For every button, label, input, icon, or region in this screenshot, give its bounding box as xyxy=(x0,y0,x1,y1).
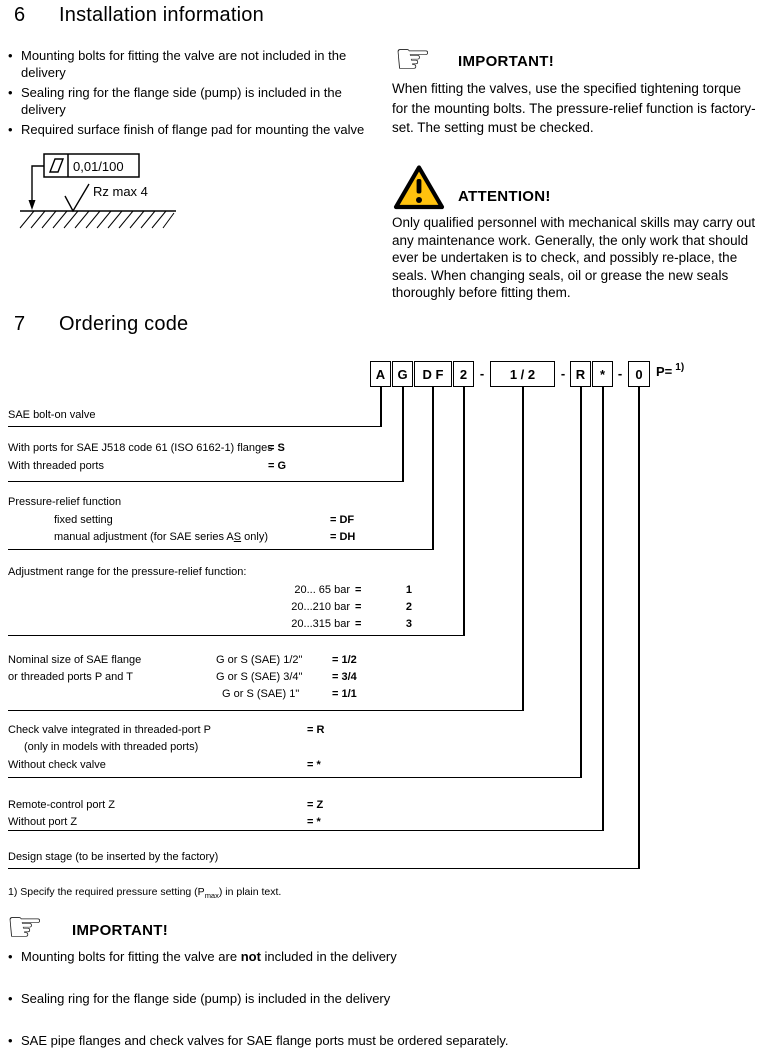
code-box-size: 1 / 2 xyxy=(490,361,555,387)
row-underline xyxy=(8,549,434,551)
row-function-label xyxy=(54,530,268,545)
section7-number: 7 xyxy=(14,313,26,335)
attention-title: ATTENTION! xyxy=(458,188,551,205)
code-separator: - xyxy=(617,366,623,381)
connector-line xyxy=(432,387,434,550)
code-value: = DH xyxy=(330,531,356,543)
attention-body: Only qualified personnel with mechanical skills may carry out any maintenance work. Generally, the only work that should ever be undertaken is to check, and possibly re-place, the seals. When changing seals, oil or grease the new seals thoroughly before fitting them. xyxy=(392,215,756,300)
code-box-range: 2 xyxy=(453,361,474,387)
row-design-stage-label: Design stage (to be inserted by the factory) xyxy=(8,851,219,863)
size-option: G or S (SAE) 3/4" xyxy=(216,671,303,683)
row-sae-valve-label: SAE bolt-on valve xyxy=(8,409,96,421)
flatness-symbol-icon xyxy=(50,159,63,172)
row-function-label: fixed setting xyxy=(54,514,113,526)
connector-line xyxy=(463,387,465,636)
connector-line xyxy=(402,387,404,482)
code-value: = Z xyxy=(307,799,324,811)
code-box-checkvalve: R xyxy=(570,361,591,387)
footnote-text: ) in plain text. xyxy=(218,886,282,898)
size-option: G or S (SAE) 1" xyxy=(222,688,300,700)
code-box-portz: * xyxy=(592,361,613,387)
pointing-hand-icon: ☞ xyxy=(394,35,432,82)
code-value: = S xyxy=(268,442,285,454)
code-box-function: D F xyxy=(414,361,452,387)
code-value: 3 xyxy=(405,618,412,630)
leader-arrow-icon xyxy=(29,200,36,210)
row-checkvalve-label: Without check valve xyxy=(8,759,106,771)
list-item: • Sealing ring for the flange side (pump) is included in the delivery xyxy=(8,990,721,1007)
code-value: 1 xyxy=(405,584,412,596)
code-value: = * xyxy=(307,816,321,828)
row-underline xyxy=(8,868,640,870)
label-text: manual adjustment (for SAE series A xyxy=(54,531,234,543)
bullet-text-bold: not xyxy=(240,949,261,964)
pressure-label: P= xyxy=(656,364,673,379)
footnote-subscript: max xyxy=(204,891,219,901)
code-value: = * xyxy=(307,759,321,771)
code-separator: - xyxy=(479,366,485,381)
code-value: 2 xyxy=(405,601,412,613)
row-underline xyxy=(8,777,582,779)
footnote-text: 1) Specify the required pressure setting (P xyxy=(8,886,205,898)
row-size-label: or threaded ports P and T xyxy=(8,671,133,683)
connector-line xyxy=(522,387,524,711)
code-value: = G xyxy=(268,460,287,472)
surface-roughness-symbol-icon xyxy=(65,184,89,211)
equals-sign: = xyxy=(355,618,362,630)
code-value: = DF xyxy=(330,514,355,526)
code-value: = 1/1 xyxy=(332,688,357,700)
row-size-label: Nominal size of SAE flange xyxy=(8,654,142,666)
code-box-design: 0 xyxy=(628,361,650,387)
important-top-title: IMPORTANT! xyxy=(458,53,555,70)
important-top-body: When fitting the valves, use the specified tightening torque for the mounting bolts. The pressure-relief function is factory-set. The setting must be checked. xyxy=(392,81,756,135)
bullet-text: included in the delivery xyxy=(260,949,397,964)
list-item: • Mounting bolts for fitting the valve are not included in the delivery xyxy=(8,47,380,81)
code-separator: - xyxy=(560,366,566,381)
row-checkvalve-label: Check valve integrated in threaded-port P xyxy=(8,724,212,736)
footnote xyxy=(8,886,282,901)
row-underline xyxy=(8,635,465,637)
warning-triangle-icon xyxy=(393,164,445,211)
connector-line xyxy=(580,387,582,778)
flatness-value: 0,01/100 xyxy=(73,159,124,174)
pointing-hand-icon: ☞ xyxy=(6,903,44,950)
section7-title: Ordering code xyxy=(59,313,189,335)
list-item: • SAE pipe flanges and check valves for SAE flange ports must be ordered separately. xyxy=(8,1032,721,1049)
code-value: = R xyxy=(307,724,325,736)
row-range-label: Adjustment range for the pressure-relief function: xyxy=(8,566,247,578)
range-option: 20...315 bar xyxy=(291,618,350,630)
row-ports-label: With threaded ports xyxy=(8,460,104,472)
connector-line xyxy=(638,387,640,869)
list-item: • Sealing ring for the flange side (pump) is included in the delivery xyxy=(8,84,380,118)
connector-line xyxy=(602,387,604,831)
row-underline xyxy=(8,710,524,712)
range-option: 20...210 bar xyxy=(291,601,350,613)
installation-bullet-list xyxy=(8,47,380,141)
code-box-ports: G xyxy=(392,361,413,387)
bullet-text: Mounting bolts for fitting the valve are xyxy=(21,949,241,964)
equals-sign: = xyxy=(355,601,362,613)
ordering-code-diagram xyxy=(0,355,759,885)
range-option: 20... 65 bar xyxy=(294,584,350,596)
code-value: = 1/2 xyxy=(332,654,357,666)
hatching xyxy=(20,211,174,228)
section6-number: 6 xyxy=(14,4,26,26)
connector-line xyxy=(380,387,382,427)
row-underline xyxy=(8,426,382,428)
equals-sign: = xyxy=(355,584,362,596)
important-bottom-title: IMPORTANT! xyxy=(72,922,169,939)
footnote-ref: 1) xyxy=(675,362,685,373)
list-item xyxy=(8,948,721,965)
row-checkvalve-note: (only in models with threaded ports) xyxy=(24,741,199,753)
section6-title: Installation information xyxy=(59,4,264,26)
row-ports-label: With ports for SAE J518 code 61 (ISO 6162-1) flanges xyxy=(8,442,273,454)
code-value: = 3/4 xyxy=(332,671,357,683)
code-box-series: A xyxy=(370,361,391,387)
surface-finish-diagram xyxy=(16,146,231,256)
row-portz-label: Remote-control port Z xyxy=(8,799,115,811)
underlined-letter: S xyxy=(233,531,242,543)
size-option: G or S (SAE) 1/2" xyxy=(216,654,303,666)
row-underline xyxy=(8,481,404,483)
row-underline xyxy=(8,830,604,832)
list-item: • Required surface finish of flange pad for mounting the valve xyxy=(8,121,380,138)
roughness-value: Rz max 4 xyxy=(93,184,148,199)
label-text: only) xyxy=(241,531,268,543)
row-function-label: Pressure-relief function xyxy=(8,496,122,508)
pressure-spec-suffix xyxy=(656,364,684,379)
row-portz-label: Without port Z xyxy=(8,816,78,828)
